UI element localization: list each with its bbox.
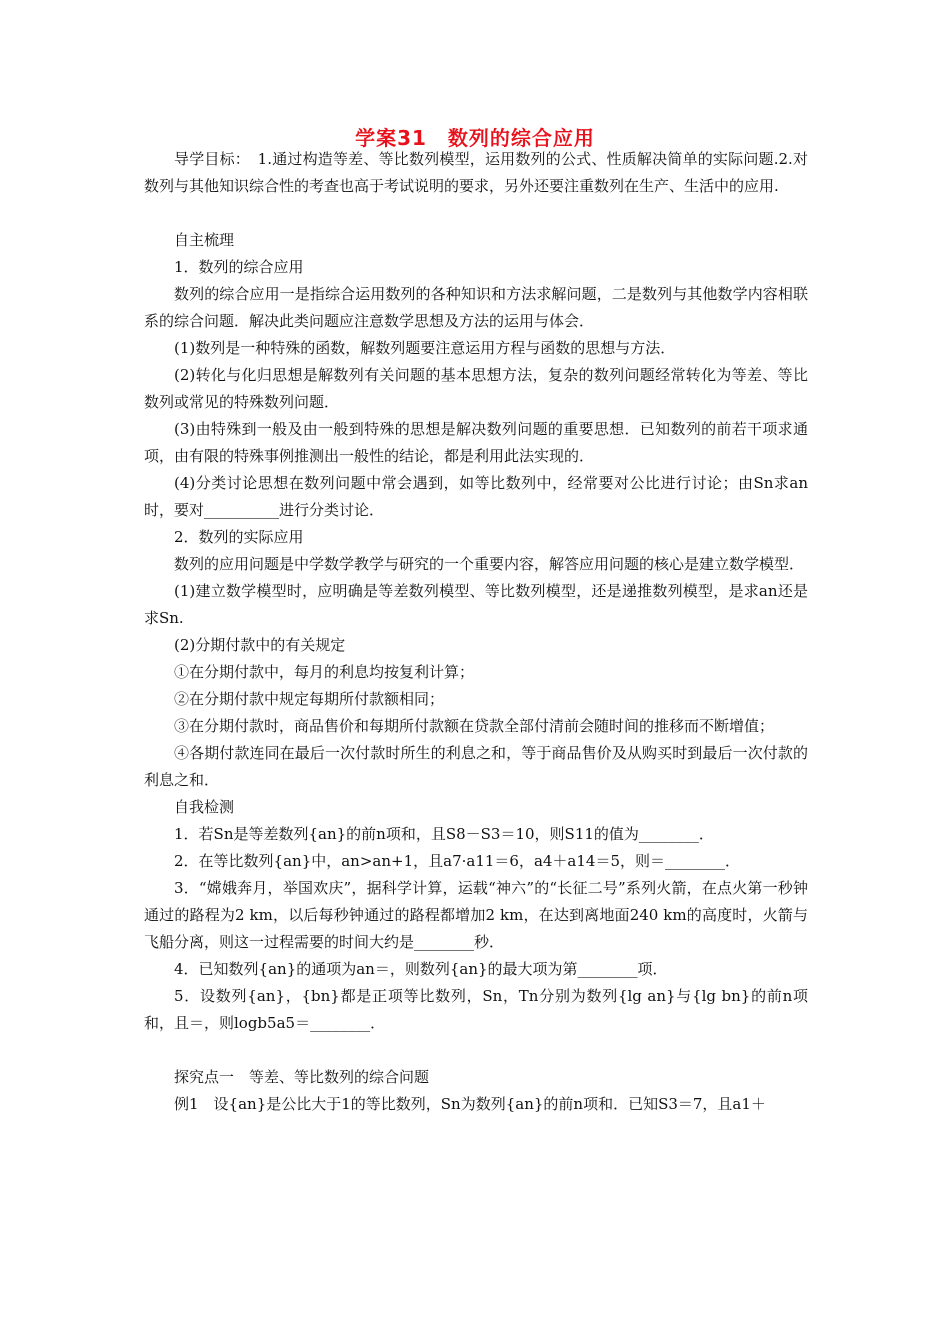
exercise-item: 5．设数列{an}，{bn}都是正项等比数列，Sn，Tn分别为数列{lg an}与{lg bn}的前n项和，且＝，则logb5a5＝________． <box>144 987 808 1032</box>
paragraph: (3)由特殊到一般及由一般到特殊的思想是解决数列问题的重要思想．已知数列的前若干项求通项，由有限的特殊事例推测出一般性的结论，都是利用此法实现的． <box>144 420 808 465</box>
subsection-heading: 2．数列的实际应用 <box>174 528 304 546</box>
paragraph: 数列的应用问题是中学数学教学与研究的一个重要内容，解答应用问题的核心是建立数学模型． <box>174 555 805 573</box>
document-body <box>144 146 808 1118</box>
subsection-heading: 1．数列的综合应用 <box>174 258 304 276</box>
paragraph: (4)分类讨论思想在数列问题中常会遇到，如等比数列中，经常要对公比进行讨论；由Sn求an时，要对__________进行分类讨论． <box>144 474 808 519</box>
list-item: ②在分期付款中规定每期所付款额相同； <box>174 690 445 708</box>
example-item: 例1 设{an}是公比大于1的等比数列，Sn为数列{an}的前n项和．已知S3＝7，且a1＋ <box>174 1095 766 1113</box>
list-item: ①在分期付款中，每月的利息均按复利计算； <box>174 663 475 681</box>
paragraph: 数列的综合应用一是指综合运用数列的各种知识和方法求解问题，二是数列与其他数学内容相联系的综合问题．解决此类问题应注意数学思想及方法的运用与体会． <box>144 285 808 330</box>
page-title: 学案31 数列的综合应用 <box>355 126 595 150</box>
paragraph: (1)数列是一种特殊的函数，解数列题要注意运用方程与函数的思想与方法． <box>174 339 676 357</box>
paragraph: (2)分期付款中的有关规定 <box>174 636 346 654</box>
exercise-item: 1．若Sn是等差数列{an}的前n项和，且S8－S3＝10，则S11的值为________． <box>174 825 714 843</box>
section-heading: 探究点一 等差、等比数列的综合问题 <box>174 1068 430 1086</box>
section-heading: 自主梳理 <box>174 231 235 249</box>
section-heading: 自我检测 <box>174 798 235 816</box>
exercise-item: 3．“嫦娥奔月，举国欢庆”，据科学计算，运载“神六”的“长征二号”系列火箭，在点火第一秒钟通过的路程为2 km，以后每秒钟通过的路程都增加2 km，在达到离地面240 km的高度时，火箭与飞船分离，则这一过程需要的时间大约是________秒． <box>144 879 808 951</box>
paragraph: (1)建立数学模型时，应明确是等差数列模型、等比数列模型，还是递推数列模型，是求an还是求Sn. <box>144 582 808 627</box>
list-item: ③在分期付款时，商品售价和每期所付款额在贷款全部付清前会随时间的推移而不断增值； <box>174 717 775 735</box>
list-item: ④各期付款连同在最后一次付款时所生的利息之和，等于商品售价及从购买时到最后一次付款的利息之和． <box>144 744 808 789</box>
paragraph: (2)转化与化归思想是解数列有关问题的基本思想方法，复杂的数列问题经常转化为等差、等比数列或常见的特殊数列问题． <box>144 366 808 411</box>
exercise-item: 4．已知数列{an}的通项为an＝，则数列{an}的最大项为第________项． <box>174 960 668 978</box>
exercise-item: 2．在等比数列{an}中，an>an+1，且a7·a11＝6，a4＋a14＝5，则＝________． <box>174 852 741 870</box>
learning-objectives: 导学目标： 1.通过构造等差、等比数列模型，运用数列的公式、性质解决简单的实际问题.2.对数列与其他知识综合性的考查也高于考试说明的要求，另外还要注重数列在生产、生活中的应用. <box>144 150 808 195</box>
